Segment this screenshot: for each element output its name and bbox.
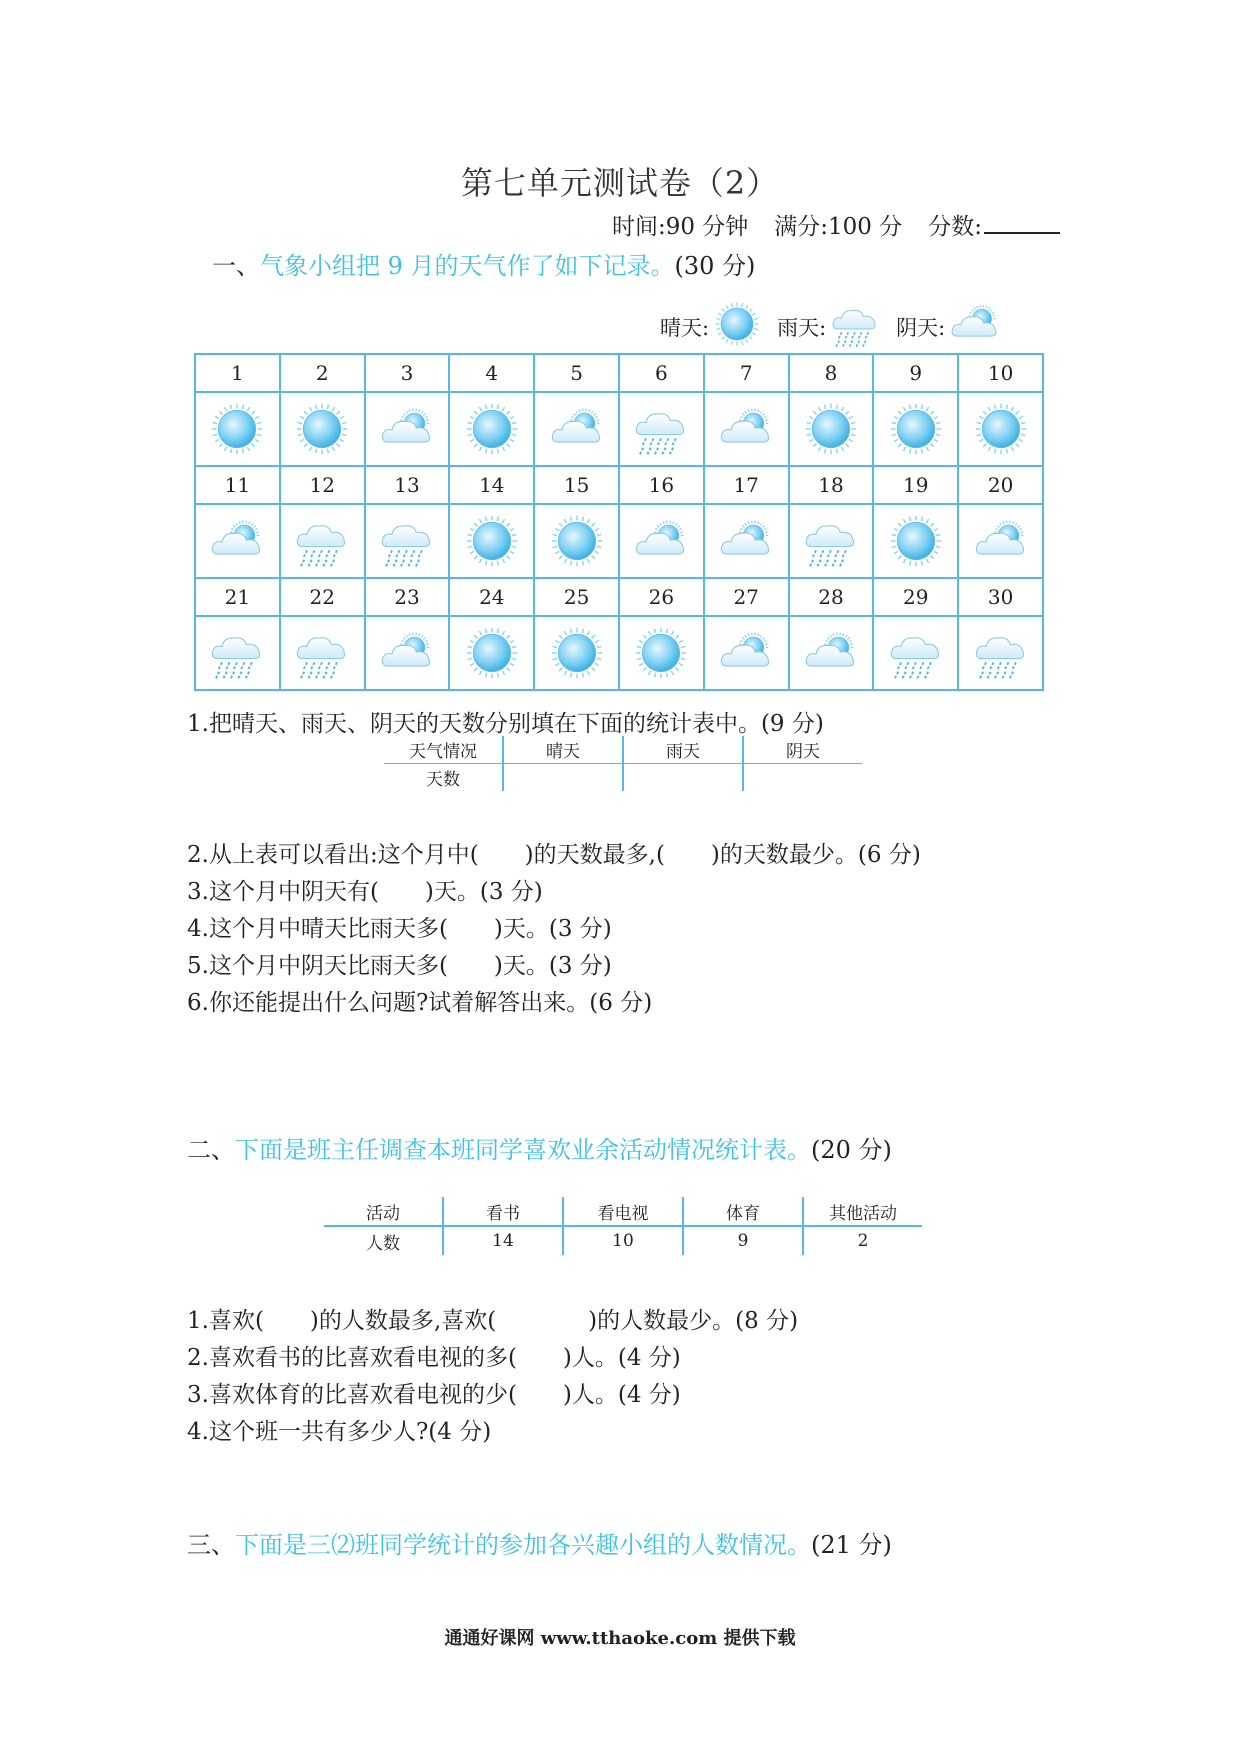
day-number: 13 xyxy=(365,466,450,504)
day-number: 2 xyxy=(280,354,365,392)
s1-question-3: 3.这个月中阴天有( )天。(3 分) xyxy=(187,879,543,905)
cloudy-icon xyxy=(789,616,874,690)
s1-question-5: 5.这个月中阴天比雨天多( )天。(3 分) xyxy=(187,953,612,979)
table-header-cloudy: 阴天 xyxy=(743,736,862,764)
score-label: 分数: xyxy=(928,214,982,240)
activity-cell-4: 2 xyxy=(803,1226,922,1255)
rainy-icon xyxy=(873,616,958,690)
day-number: 16 xyxy=(619,466,704,504)
sunny-icon xyxy=(449,504,534,578)
day-number: 4 xyxy=(449,354,534,392)
legend-cloudy xyxy=(896,298,1001,355)
day-number: 14 xyxy=(449,466,534,504)
cloudy-icon xyxy=(195,504,280,578)
day-number: 11 xyxy=(195,466,280,504)
exam-meta xyxy=(586,208,1060,241)
full-score-label: 满分:100 分 xyxy=(774,214,903,240)
day-number: 27 xyxy=(704,578,789,616)
legend-rainy xyxy=(777,299,880,354)
day-number: 26 xyxy=(619,578,704,616)
time-label: 时间:90 分钟 xyxy=(611,214,749,240)
sunny-icon xyxy=(280,392,365,466)
section-2-number: 二、 xyxy=(187,1136,235,1164)
sunny-icon xyxy=(873,392,958,466)
day-number: 19 xyxy=(873,466,958,504)
s2-question-1: 1.喜欢( )的人数最多,喜欢( )的人数最少。(8 分) xyxy=(187,1308,799,1334)
rainy-icon xyxy=(280,504,365,578)
sunny-icon xyxy=(534,504,619,578)
day-number: 8 xyxy=(789,354,874,392)
cloudy-icon xyxy=(704,616,789,690)
section-3-points: (21 分) xyxy=(811,1531,892,1559)
s1-question-2: 2.从上表可以看出:这个月中( )的天数最多,( )的天数最少。(6 分) xyxy=(187,842,921,868)
section-3-number: 三、 xyxy=(187,1531,235,1559)
section-2-text: 下面是班主任调查本班同学喜欢业余活动情况统计表。 xyxy=(235,1136,811,1164)
day-number: 15 xyxy=(534,466,619,504)
day-number: 20 xyxy=(958,466,1043,504)
cloudy-icon xyxy=(619,504,704,578)
weather-count-table xyxy=(384,736,862,791)
cloudy-icon xyxy=(704,504,789,578)
cloudy-icon xyxy=(365,392,450,466)
s1-question-6: 6.你还能提出什么问题?试着解答出来。(6 分) xyxy=(187,990,653,1016)
table-header-weather: 天气情况 xyxy=(384,736,503,764)
s2-question-3: 3.喜欢体育的比喜欢看电视的少( )人。(4 分) xyxy=(187,1382,681,1408)
page-title: 第七单元测试卷（2） xyxy=(460,164,780,202)
s1-question-1: 1.把晴天、雨天、阴天的天数分别填在下面的统计表中。(9 分) xyxy=(187,711,824,737)
activity-cell-0: 人数 xyxy=(366,1233,400,1254)
legend-sunny-label: 晴天: xyxy=(660,315,710,340)
sunny-icon xyxy=(619,616,704,690)
sunny-icon xyxy=(958,392,1043,466)
day-number: 12 xyxy=(280,466,365,504)
table-header-sunny: 晴天 xyxy=(503,736,623,764)
table-header-rainy: 雨天 xyxy=(623,736,743,764)
section-1-text: 气象小组把 9 月的天气作了如下记录。 xyxy=(260,252,675,280)
rainy-icon xyxy=(619,392,704,466)
section-3-text: 下面是三⑵班同学统计的参加各兴趣小组的人数情况。 xyxy=(235,1531,811,1559)
day-number: 29 xyxy=(873,578,958,616)
s2-question-2: 2.喜欢看书的比喜欢看电视的多( )人。(4 分) xyxy=(187,1345,681,1371)
cloudy-icon xyxy=(945,298,1001,355)
activity-cell-1: 14 xyxy=(443,1226,563,1255)
activity-header-2: 看电视 xyxy=(563,1197,683,1226)
day-number: 30 xyxy=(958,578,1043,616)
section-2-points: (20 分) xyxy=(811,1136,892,1164)
footer-credit: 通通好课网 www.tthaoke.com 提供下载 xyxy=(444,1628,796,1649)
section-1-points: (30 分) xyxy=(674,252,756,280)
cloudy-icon xyxy=(958,504,1043,578)
cloudy-icon xyxy=(365,616,450,690)
day-number: 1 xyxy=(195,354,280,392)
activity-header-3: 体育 xyxy=(683,1197,803,1226)
day-number: 6 xyxy=(619,354,704,392)
sunny-icon xyxy=(534,616,619,690)
activity-cell-3: 9 xyxy=(683,1226,803,1255)
cloudy-icon xyxy=(534,392,619,466)
sunny-icon xyxy=(709,300,761,353)
cloudy-count-blank[interactable] xyxy=(743,764,862,792)
sunny-icon xyxy=(873,504,958,578)
legend-sunny xyxy=(660,300,761,353)
table-row-label-days: 天数 xyxy=(426,770,460,790)
day-number: 21 xyxy=(195,578,280,616)
day-number: 18 xyxy=(789,466,874,504)
legend-cloudy-label: 阴天: xyxy=(896,315,946,340)
day-number: 10 xyxy=(958,354,1043,392)
day-number: 24 xyxy=(449,578,534,616)
section-3-heading xyxy=(187,1525,892,1560)
rainy-icon xyxy=(365,504,450,578)
rainy-icon xyxy=(789,504,874,578)
s1-question-4: 4.这个月中晴天比雨天多( )天。(3 分) xyxy=(187,916,612,942)
day-number: 17 xyxy=(704,466,789,504)
sunny-icon xyxy=(449,616,534,690)
day-number: 22 xyxy=(280,578,365,616)
sunny-count-blank[interactable] xyxy=(503,764,623,792)
rainy-icon xyxy=(195,616,280,690)
weather-calendar xyxy=(194,353,1044,691)
activity-header-0: 活动 xyxy=(324,1197,443,1226)
day-number: 5 xyxy=(534,354,619,392)
rainy-count-blank[interactable] xyxy=(623,764,743,792)
day-number: 7 xyxy=(704,354,789,392)
rainy-icon xyxy=(280,616,365,690)
activity-cell-2: 10 xyxy=(563,1226,683,1255)
day-number: 3 xyxy=(365,354,450,392)
day-number: 9 xyxy=(873,354,958,392)
activity-header-1: 看书 xyxy=(443,1197,563,1226)
day-number: 25 xyxy=(534,578,619,616)
section-1-heading xyxy=(212,246,755,281)
score-blank[interactable] xyxy=(984,212,1060,234)
section-1-number: 一、 xyxy=(212,252,260,280)
sunny-icon xyxy=(195,392,280,466)
activity-table xyxy=(324,1197,922,1255)
section-2-heading xyxy=(187,1130,892,1165)
weather-legend xyxy=(660,298,1017,355)
activity-header-4: 其他活动 xyxy=(803,1197,922,1226)
s2-question-4: 4.这个班一共有多少人?(4 分) xyxy=(187,1419,492,1445)
legend-rainy-label: 雨天: xyxy=(777,315,827,340)
day-number: 23 xyxy=(365,578,450,616)
sunny-icon xyxy=(449,392,534,466)
day-number: 28 xyxy=(789,578,874,616)
rainy-icon xyxy=(826,299,880,354)
rainy-icon xyxy=(958,616,1043,690)
cloudy-icon xyxy=(704,392,789,466)
sunny-icon xyxy=(789,392,874,466)
